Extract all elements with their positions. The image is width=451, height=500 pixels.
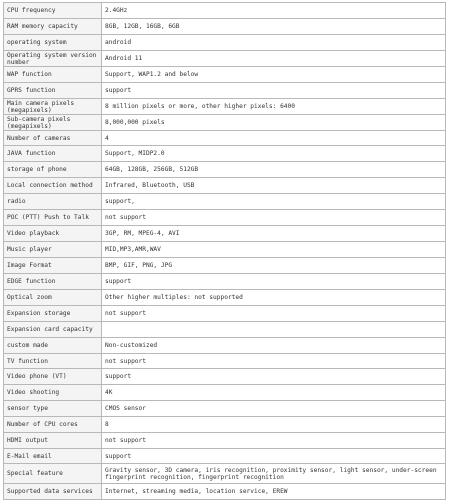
spec-value: Android 11	[102, 51, 446, 67]
spec-row	[4, 354, 446, 369]
spec-row	[4, 306, 446, 322]
spec-value: 4	[102, 131, 446, 146]
spec-label: HDMI output	[4, 433, 102, 449]
spec-table-body	[4, 3, 446, 500]
spec-value: Internet, streaming media, location service, EREW	[102, 484, 446, 500]
spec-label: JAVA function	[4, 146, 102, 162]
spec-label: EDGE function	[4, 274, 102, 290]
spec-row	[4, 464, 446, 484]
spec-row	[4, 322, 446, 338]
spec-row	[4, 19, 446, 35]
spec-value: 8,000,000 pixels	[102, 115, 446, 131]
spec-value: not support	[102, 306, 446, 322]
spec-row	[4, 385, 446, 401]
spec-value: Non-customized	[102, 338, 446, 354]
spec-row	[4, 115, 446, 131]
spec-value: support	[102, 369, 446, 385]
spec-row	[4, 484, 446, 500]
spec-table	[3, 2, 446, 500]
spec-value: 64GB, 128GB, 256GB, 512GB	[102, 162, 446, 178]
spec-row	[4, 226, 446, 242]
spec-label: Operating system version number	[4, 51, 102, 67]
spec-row	[4, 3, 446, 19]
spec-row	[4, 433, 446, 449]
spec-value: 8GB, 12GB, 16GB, 6GB	[102, 19, 446, 35]
spec-value: support	[102, 449, 446, 464]
spec-label: Number of CPU cores	[4, 417, 102, 433]
spec-value: CMOS sensor	[102, 401, 446, 417]
spec-value: support,	[102, 194, 446, 210]
spec-row	[4, 338, 446, 354]
spec-value: support	[102, 274, 446, 290]
spec-label: operating system	[4, 35, 102, 51]
spec-value: not support	[102, 433, 446, 449]
spec-label: Number of cameras	[4, 131, 102, 146]
spec-row	[4, 162, 446, 178]
spec-label: Optical zoom	[4, 290, 102, 306]
spec-row	[4, 51, 446, 67]
spec-row	[4, 131, 446, 146]
spec-row	[4, 194, 446, 210]
spec-label: Main camera pixels (megapixels)	[4, 99, 102, 115]
spec-value: Support, WAP1.2 and below	[102, 67, 446, 83]
spec-label: Video playback	[4, 226, 102, 242]
spec-label: custom made	[4, 338, 102, 354]
spec-label: Expansion storage	[4, 306, 102, 322]
spec-row	[4, 417, 446, 433]
spec-value: not support	[102, 354, 446, 369]
spec-row	[4, 401, 446, 417]
spec-label: Music player	[4, 242, 102, 258]
spec-label: Video shooting	[4, 385, 102, 401]
spec-value: MID,MP3,AMR,WAV	[102, 242, 446, 258]
spec-value: 4K	[102, 385, 446, 401]
spec-value: BMP, GIF, PNG, JPG	[102, 258, 446, 274]
spec-value: 8 million pixels or more, other higher pixels: 6400	[102, 99, 446, 115]
spec-label: Sub-camera pixels (megapixels)	[4, 115, 102, 131]
spec-label: Local connection method	[4, 178, 102, 194]
spec-row	[4, 146, 446, 162]
spec-value: 3GP, RM, MPEG-4, AVI	[102, 226, 446, 242]
spec-value: Support, MIDP2.0	[102, 146, 446, 162]
spec-label: Supported data services	[4, 484, 102, 500]
spec-row	[4, 369, 446, 385]
spec-label: Image Format	[4, 258, 102, 274]
spec-value	[102, 322, 446, 338]
spec-label: Video phone (VT)	[4, 369, 102, 385]
spec-value: 2.4GHz	[102, 3, 446, 19]
spec-label: sensor type	[4, 401, 102, 417]
spec-label: radio	[4, 194, 102, 210]
spec-label: Expansion card capacity	[4, 322, 102, 338]
spec-label: GPRS function	[4, 83, 102, 99]
spec-row	[4, 242, 446, 258]
spec-value: Infrared, Bluetooth, USB	[102, 178, 446, 194]
spec-row	[4, 99, 446, 115]
spec-value: 8	[102, 417, 446, 433]
spec-row	[4, 35, 446, 51]
spec-row	[4, 258, 446, 274]
spec-label: E-Mail email	[4, 449, 102, 464]
spec-row	[4, 83, 446, 99]
spec-label: TV function	[4, 354, 102, 369]
spec-value: support	[102, 83, 446, 99]
spec-value: android	[102, 35, 446, 51]
spec-row	[4, 178, 446, 194]
spec-row	[4, 274, 446, 290]
spec-row	[4, 449, 446, 464]
spec-label: Special feature	[4, 464, 102, 484]
spec-row	[4, 290, 446, 306]
spec-value: Other higher multiples: not supported	[102, 290, 446, 306]
spec-label: CPU frequency	[4, 3, 102, 19]
spec-row	[4, 210, 446, 226]
spec-label: storage of phone	[4, 162, 102, 178]
spec-value: not support	[102, 210, 446, 226]
spec-label: RAM memory capacity	[4, 19, 102, 35]
spec-label: POC (PTT) Push to Talk	[4, 210, 102, 226]
spec-label: WAP function	[4, 67, 102, 83]
spec-row	[4, 67, 446, 83]
spec-value: Gravity sensor, 3D camera, iris recognition, proximity sensor, light sensor, under-screen fingerprint recognition, fingerprint recognition	[102, 464, 446, 484]
